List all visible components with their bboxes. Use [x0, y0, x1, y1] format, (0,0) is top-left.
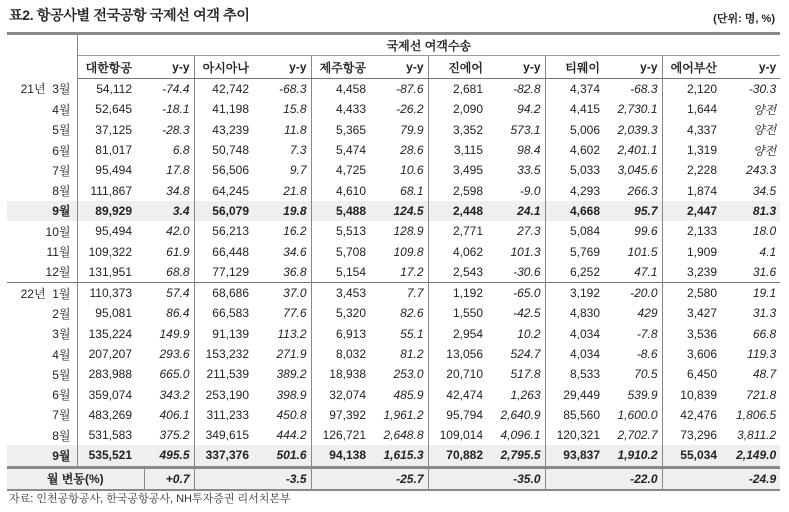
yy-header: y-y — [729, 56, 780, 79]
passenger-cell: 42,476 — [680, 407, 717, 422]
yy-cell: 79.9 — [378, 120, 428, 140]
passenger-cell: 3,536 — [686, 326, 717, 341]
yy-cell: -42.5 — [495, 303, 545, 323]
row-label: 5월 — [7, 364, 77, 384]
table-row — [7, 201, 780, 221]
row-label: 5월 — [7, 120, 77, 140]
passenger-cell: 535,521 — [77, 445, 144, 467]
table-row — [7, 303, 780, 323]
passenger-cell: 37,125 — [95, 122, 132, 137]
passenger-cell: 77,129 — [212, 264, 249, 279]
yy-cell: 485.9 — [378, 384, 428, 404]
yy-cell: 7.3 — [261, 140, 311, 160]
yy-cell: 양전 — [752, 143, 777, 158]
yy-cell: 149.9 — [144, 324, 194, 344]
yy-cell: 17.8 — [144, 160, 194, 180]
yy-cell: -74.4 — [144, 79, 194, 100]
yy-cell: 343.2 — [144, 384, 194, 404]
passenger-cell: 2,448 — [428, 201, 495, 221]
yy-cell: 9.7 — [261, 160, 311, 180]
passenger-cell: 359,074 — [88, 387, 132, 402]
yy-cell: 77.6 — [261, 303, 311, 323]
passenger-cell: 18,938 — [329, 367, 366, 382]
yy-cell: 665.0 — [144, 364, 194, 384]
passenger-cell: 2,580 — [662, 282, 729, 303]
row-label: 7월 — [7, 160, 77, 180]
passenger-cell: 207,207 — [88, 347, 132, 361]
row-label: 6월 — [7, 140, 77, 160]
passenger-cell: 111,867 — [90, 183, 132, 198]
passenger-cell: 5,488 — [311, 201, 378, 221]
passenger-cell: 42,474 — [446, 387, 483, 402]
passenger-cell: 29,449 — [563, 387, 600, 402]
yy-cell: 1,806.5 — [736, 407, 777, 422]
passenger-cell: 50,748 — [212, 143, 249, 158]
passenger-cell: 95,794 — [446, 407, 483, 422]
passenger-cell: 4,062 — [452, 244, 483, 259]
table-row — [7, 140, 780, 160]
passenger-cell: 70,882 — [428, 445, 495, 467]
yy-cell: 119.3 — [747, 347, 777, 361]
yy-cell: 37.0 — [261, 282, 311, 303]
yy-cell: 398.9 — [261, 384, 311, 404]
yy-cell: 81.2 — [378, 344, 428, 364]
passenger-cell: 6,913 — [335, 326, 366, 341]
passenger-cell: 56,213 — [212, 224, 249, 239]
table-row — [7, 364, 780, 384]
passenger-cell: 6,252 — [569, 264, 600, 279]
passenger-cell: 10,839 — [680, 387, 717, 402]
row-label: 8월 — [7, 180, 77, 200]
yy-cell: 17.2 — [378, 262, 428, 283]
passenger-cell: 211,539 — [206, 367, 249, 382]
passenger-cell: 4,415 — [569, 102, 600, 117]
passenger-cell: 1,192 — [428, 282, 495, 303]
passenger-cell: 135,224 — [88, 326, 132, 341]
table-row — [7, 160, 780, 180]
passenger-cell: 4,725 — [335, 163, 366, 178]
empty-cell — [194, 467, 261, 490]
yy-cell: 82.6 — [378, 303, 428, 323]
yy-cell: 1,910.2 — [612, 445, 662, 467]
yy-cell: 68.1 — [378, 180, 428, 200]
yy-header: y-y — [144, 56, 194, 79]
yy-cell: 34.8 — [144, 180, 194, 200]
passenger-cell: 73,296 — [680, 428, 717, 443]
passenger-cell: 81,017 — [95, 143, 132, 158]
yy-cell: 4,096.1 — [495, 425, 545, 445]
row-label: 6월 — [7, 384, 77, 404]
passenger-cell: 5,006 — [569, 122, 600, 137]
row-label: 4월 — [7, 344, 77, 364]
yy-cell: 70.5 — [612, 364, 662, 384]
airline-header: 티웨이 — [545, 56, 612, 79]
passenger-cell: 131,951 — [88, 264, 132, 279]
passenger-cell: 1,644 — [686, 102, 717, 117]
passenger-cell: 531,583 — [88, 428, 132, 443]
table-row — [7, 262, 780, 283]
yy-cell: -9.0 — [495, 180, 545, 200]
yy-cell: 양전 — [752, 102, 777, 117]
table-row — [7, 241, 780, 261]
yy-cell: 501.6 — [261, 445, 311, 467]
yy-cell: 86.4 — [144, 303, 194, 323]
passenger-cell: 42,742 — [212, 82, 249, 97]
passenger-cell: 126,721 — [322, 428, 366, 443]
passenger-cell: 4,374 — [569, 82, 600, 97]
passenger-cell: 283,988 — [88, 367, 132, 382]
airline-header: 아시아나 — [194, 56, 261, 79]
monthly-change-cell: -3.5 — [261, 467, 311, 490]
yy-header: y-y — [612, 56, 662, 79]
yy-cell: 253.0 — [378, 364, 428, 384]
airline-header: 진에어 — [428, 56, 495, 79]
yy-cell: 2,149.0 — [729, 445, 780, 467]
table-row — [7, 324, 780, 344]
yy-cell: 31.6 — [752, 264, 777, 279]
yy-cell: 6.8 — [144, 140, 194, 160]
table-row — [7, 120, 780, 140]
passenger-cell: 95,494 — [95, 224, 132, 239]
passenger-cell: 55,034 — [662, 445, 729, 467]
empty-cell — [311, 467, 378, 490]
passenger-cell: 2,543 — [452, 264, 483, 279]
yy-cell: 48.7 — [752, 367, 777, 382]
yy-cell: 47.1 — [612, 262, 662, 283]
passenger-cell: 311,233 — [206, 407, 249, 422]
passenger-cell: 66,583 — [212, 306, 249, 321]
passenger-cell: 95,081 — [95, 306, 132, 321]
passenger-cell: 2,228 — [686, 163, 717, 178]
monthly-change-cell: -25.7 — [378, 467, 428, 490]
passenger-cell: 5,769 — [569, 244, 600, 259]
passenger-cell: 5,320 — [335, 306, 366, 321]
yy-cell: -87.6 — [378, 79, 428, 100]
yy-cell: 10.6 — [378, 160, 428, 180]
table-row — [7, 445, 780, 467]
passenger-cell: 8,032 — [335, 347, 366, 361]
yy-cell: 94.2 — [495, 99, 545, 119]
passenger-cell: 5,154 — [335, 264, 366, 279]
row-label-header — [7, 34, 77, 79]
passenger-cell: 95,494 — [95, 163, 132, 178]
yy-header: y-y — [261, 56, 311, 79]
yy-cell: 19.1 — [729, 282, 780, 303]
yy-cell: 539.9 — [612, 384, 662, 404]
yy-cell: 66.8 — [752, 326, 777, 341]
passenger-cell: 4,602 — [569, 143, 600, 158]
unit-label: (단위: 명, %) — [713, 13, 775, 25]
yy-cell: 2,401.1 — [612, 140, 662, 160]
yy-cell: 389.2 — [261, 364, 311, 384]
yy-cell: 3,045.6 — [612, 160, 662, 180]
yy-cell: 1,600.0 — [612, 405, 662, 425]
row-label: 7월 — [7, 405, 77, 425]
passenger-cell: 2,120 — [686, 82, 717, 97]
yy-cell: 21.8 — [261, 180, 311, 200]
yy-cell: 721.8 — [746, 387, 777, 402]
yy-cell: 61.9 — [144, 241, 194, 261]
empty-cell — [428, 467, 495, 490]
yy-cell: 34.6 — [261, 241, 311, 261]
yy-cell: 81.3 — [729, 201, 780, 221]
passenger-cell: 120,321 — [556, 428, 600, 443]
passenger-cell: 3,239 — [686, 264, 717, 279]
source-note: 자료: 인천공항공사, 한국공항공사, NH투자증권 리서치본부 — [9, 493, 291, 505]
passenger-cell: 3,453 — [311, 282, 378, 303]
yy-cell: 28.6 — [378, 140, 428, 160]
passenger-cell: 43,239 — [212, 122, 249, 137]
passenger-cell: 253,190 — [205, 387, 249, 402]
passenger-cell: 5,033 — [569, 163, 600, 178]
table-row — [7, 79, 780, 100]
yy-cell: 113.2 — [261, 324, 311, 344]
yy-cell: -82.8 — [495, 79, 545, 100]
passenger-table — [7, 32, 780, 491]
monthly-change-cell: -35.0 — [495, 467, 545, 490]
yy-cell: 2,795.5 — [495, 445, 545, 467]
yy-cell: 36.8 — [261, 262, 311, 283]
row-label: 9월 — [7, 201, 77, 221]
yy-cell: 450.8 — [261, 405, 311, 425]
passenger-cell: 3,606 — [686, 347, 717, 361]
yy-cell: -30.6 — [495, 262, 545, 283]
row-label: 10월 — [7, 221, 77, 241]
passenger-cell: 5,513 — [335, 224, 366, 239]
monthly-change-cell: +0.7 — [144, 467, 194, 490]
yy-cell: 31.3 — [752, 306, 777, 321]
yy-cell: 1,615.3 — [378, 445, 428, 467]
yy-cell: -68.3 — [261, 79, 311, 100]
yy-cell: 109.8 — [378, 241, 428, 261]
yy-cell: 3,811.2 — [737, 428, 777, 443]
yy-cell: -68.3 — [612, 79, 662, 100]
row-label: 21년 3월 — [7, 79, 77, 100]
yy-cell: 34.5 — [752, 183, 777, 198]
yy-cell: 42.0 — [144, 221, 194, 241]
passenger-cell: 4,830 — [569, 306, 600, 321]
yy-cell: 10.2 — [495, 324, 545, 344]
passenger-cell: 483,269 — [88, 407, 132, 422]
table-row — [7, 425, 780, 445]
yy-cell: 19.8 — [261, 201, 311, 221]
yy-cell: 517.8 — [495, 364, 545, 384]
yy-cell: 128.9 — [378, 221, 428, 241]
passenger-cell: 4,668 — [545, 201, 612, 221]
table-row — [7, 99, 780, 119]
passenger-cell: 3,495 — [452, 163, 483, 178]
passenger-cell: 3,192 — [545, 282, 612, 303]
yy-cell: 1,263 — [495, 384, 545, 404]
row-label: 3월 — [7, 324, 77, 344]
row-label: 8월 — [7, 425, 77, 445]
passenger-cell: 1,550 — [452, 306, 483, 321]
yy-header: y-y — [495, 56, 545, 79]
passenger-cell: 94,138 — [311, 445, 378, 467]
table-row — [7, 405, 780, 425]
passenger-cell: 5,084 — [569, 224, 600, 239]
monthly-change-row — [7, 467, 780, 490]
passenger-cell: 4,433 — [335, 102, 366, 117]
yy-cell: 573.1 — [495, 120, 545, 140]
row-label: 22년 1월 — [7, 282, 77, 303]
yy-cell: 27.3 — [495, 221, 545, 241]
passenger-cell: 20,710 — [446, 367, 483, 382]
passenger-cell: 89,929 — [77, 201, 144, 221]
passenger-cell: 93,837 — [545, 445, 612, 467]
passenger-cell: 3,427 — [686, 306, 717, 321]
passenger-cell: 337,376 — [194, 445, 261, 467]
passenger-cell: 4,610 — [335, 183, 366, 198]
yy-cell: -7.8 — [612, 324, 662, 344]
passenger-cell: 1,909 — [686, 244, 717, 259]
yy-cell: 406.1 — [144, 405, 194, 425]
passenger-cell: 4,293 — [569, 183, 600, 198]
yy-cell: -18.1 — [144, 99, 194, 119]
passenger-cell: 4,034 — [569, 326, 600, 341]
yy-cell: 444.2 — [261, 425, 311, 445]
passenger-cell: 4,337 — [686, 122, 717, 137]
passenger-cell: 109,014 — [439, 428, 483, 443]
yy-cell: -65.0 — [495, 282, 545, 303]
table-row — [7, 344, 780, 364]
row-label: 4월 — [7, 99, 77, 119]
yy-cell: 4.1 — [759, 244, 777, 259]
yy-cell: 2,640.9 — [495, 405, 545, 425]
passenger-cell: 5,474 — [335, 143, 366, 158]
row-label: 12월 — [7, 262, 77, 283]
empty-cell — [545, 467, 612, 490]
passenger-cell: 1,319 — [686, 143, 717, 158]
passenger-cell: 32,074 — [329, 387, 366, 402]
yy-cell: 375.2 — [144, 425, 194, 445]
passenger-cell: 68,686 — [194, 282, 261, 303]
yy-cell: 68.8 — [144, 262, 194, 283]
passenger-cell: 3,352 — [452, 122, 483, 137]
passenger-cell: 2,133 — [686, 224, 717, 239]
yy-cell: 95.7 — [612, 201, 662, 221]
airline-header: 제주항공 — [311, 56, 378, 79]
passenger-cell: 85,560 — [563, 407, 600, 422]
yy-cell: 3.4 — [144, 201, 194, 221]
yy-cell: -28.3 — [144, 120, 194, 140]
row-label: 2월 — [7, 303, 77, 323]
yy-cell: 101.5 — [612, 241, 662, 261]
passenger-cell: 2,681 — [452, 82, 483, 97]
passenger-cell: 2,090 — [452, 102, 483, 117]
yy-cell: 57.4 — [144, 282, 194, 303]
table-title: 표2. 항공사별 전국공항 국제선 여객 추이 — [9, 7, 250, 23]
passenger-cell: 91,139 — [212, 326, 249, 341]
passenger-cell: 2,771 — [452, 224, 483, 239]
yy-cell: 243.3 — [746, 163, 777, 178]
passenger-cell: 56,079 — [194, 201, 261, 221]
monthly-change-cell: -24.9 — [729, 467, 780, 490]
passenger-cell: 52,645 — [95, 102, 132, 117]
passenger-cell: 97,392 — [329, 407, 366, 422]
yy-cell: 55.1 — [378, 324, 428, 344]
passenger-cell: 56,506 — [212, 163, 249, 178]
row-label: 9월 — [7, 445, 77, 467]
passenger-cell: 2,598 — [452, 183, 483, 198]
yy-cell: 495.5 — [144, 445, 194, 467]
passenger-cell: 110,373 — [77, 282, 144, 303]
table-row — [7, 282, 780, 303]
row-label: 11월 — [7, 241, 77, 261]
passenger-cell: 6,450 — [686, 367, 717, 382]
yy-cell: -30.3 — [748, 82, 777, 97]
yy-cell: 99.6 — [612, 221, 662, 241]
passenger-cell: 66,448 — [212, 244, 249, 259]
yy-cell: 429 — [612, 303, 662, 323]
yy-cell: 293.6 — [144, 344, 194, 364]
table-row — [7, 221, 780, 241]
yy-cell: 524.7 — [495, 344, 545, 364]
yy-cell: 18.0 — [752, 224, 777, 239]
passenger-cell: 5,708 — [335, 244, 366, 259]
passenger-cell: 153,232 — [205, 347, 249, 361]
yy-cell: 1,961.2 — [378, 405, 428, 425]
yy-cell: 266.3 — [612, 180, 662, 200]
passenger-cell: 8,533 — [569, 367, 600, 382]
yy-cell: 24.1 — [495, 201, 545, 221]
yy-cell: 101.3 — [495, 241, 545, 261]
yy-cell: 98.4 — [495, 140, 545, 160]
passenger-cell: 13,056 — [446, 347, 483, 361]
yy-cell: 2,730.1 — [612, 99, 662, 119]
passenger-cell: 64,245 — [212, 183, 249, 198]
yy-cell: -8.6 — [612, 344, 662, 364]
yy-cell: 15.8 — [261, 99, 311, 119]
passenger-cell: 5,365 — [335, 122, 366, 137]
passenger-cell: 41,198 — [212, 102, 249, 117]
passenger-cell: 1,874 — [686, 183, 717, 198]
airline-header: 대한항공 — [77, 56, 144, 79]
yy-cell: 33.5 — [495, 160, 545, 180]
empty-cell — [662, 467, 729, 490]
passenger-cell: 2,447 — [662, 201, 729, 221]
passenger-cell: 349,615 — [205, 428, 249, 443]
monthly-change-label: 월 변동(%) — [7, 467, 144, 490]
yy-cell: -20.0 — [612, 282, 662, 303]
yy-cell: 양전 — [752, 123, 777, 138]
passenger-cell: 4,458 — [335, 82, 366, 97]
passenger-cell: 4,034 — [569, 347, 600, 361]
passenger-cell: 3,115 — [453, 143, 483, 158]
airline-header: 에어부산 — [662, 56, 729, 79]
passenger-cell: 2,954 — [452, 326, 483, 341]
table-row — [7, 180, 780, 200]
yy-cell: 2,702.7 — [612, 425, 662, 445]
yy-cell: 271.9 — [261, 344, 311, 364]
passenger-cell: 109,322 — [88, 244, 132, 259]
yy-cell: -26.2 — [378, 99, 428, 119]
yy-header: y-y — [378, 56, 428, 79]
yy-cell: 11.8 — [261, 120, 311, 140]
table-row — [7, 384, 780, 404]
monthly-change-cell: -22.0 — [612, 467, 662, 490]
passenger-cell: 54,112 — [96, 82, 132, 97]
yy-cell: 7.7 — [378, 282, 428, 303]
yy-cell: 124.5 — [378, 201, 428, 221]
yy-cell: 2,648.8 — [378, 425, 428, 445]
yy-cell: 16.2 — [261, 221, 311, 241]
group-header: 국제선 여객수송 — [77, 34, 780, 56]
yy-cell: 2,039.3 — [612, 120, 662, 140]
